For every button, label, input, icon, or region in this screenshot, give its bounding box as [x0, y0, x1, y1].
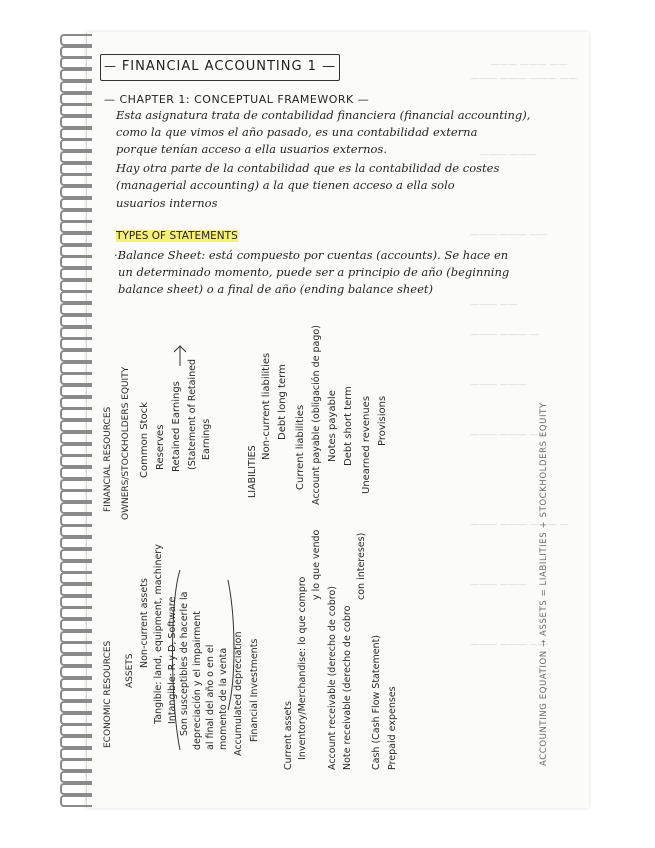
- binding-ring: [60, 642, 92, 654]
- non-current-liabilities: Non-current liabilities: [261, 352, 272, 460]
- binding-ring: [60, 420, 92, 432]
- binding-ring: [60, 256, 92, 268]
- binding-ring: [60, 186, 92, 198]
- section-heading-text: TYPES OF STATEMENTS: [116, 230, 238, 242]
- arrow-icon: [170, 336, 210, 376]
- intro-line: porque tenían acceso a ella usuarios externos.: [116, 142, 387, 156]
- binding-ring: [60, 69, 92, 81]
- intro-line: (managerial accounting) a la que tienen acceso a ella solo: [116, 178, 455, 192]
- binding-ring: [60, 163, 92, 175]
- binding-ring: [60, 713, 92, 725]
- current-assets-label: Current assets: [283, 701, 294, 770]
- binding-ring: [60, 736, 92, 748]
- binding-ring: [60, 210, 92, 222]
- chapter-heading: — CHAPTER 1: CONCEPTUAL FRAMEWORK —: [104, 93, 370, 106]
- binding-ring: [60, 385, 92, 397]
- inventory-line: Inventory/Merchandise: lo que compro: [297, 576, 308, 760]
- depreciation-note: depreciación y el impairment: [192, 611, 203, 750]
- binding-ring: [60, 654, 92, 666]
- binding-ring: [60, 362, 92, 374]
- account-payable: Account payable (obligación de pago): [311, 325, 322, 505]
- owners-equity-label: OWNERS/STOCKHOLDERS EQUITY: [121, 366, 131, 520]
- intangible-assets: Intangible: R y D, Software: [167, 596, 178, 724]
- common-stock: Common Stock: [139, 402, 150, 478]
- intro-line: como la que vimos el año pasado, es una contabilidad externa: [116, 125, 478, 139]
- binding-ring: [60, 771, 92, 783]
- intro-line: Hay otra parte de la contabilidad que es la contabilidad de costes: [116, 161, 500, 175]
- title-frame: [100, 54, 340, 81]
- assets-label: ASSETS: [125, 653, 135, 688]
- binding-ring: [60, 303, 92, 315]
- binding-ring: [60, 748, 92, 760]
- binding-ring: [60, 666, 92, 678]
- binding-ring: [60, 104, 92, 116]
- binding-ring: [60, 81, 92, 93]
- binding-ring: [60, 678, 92, 690]
- statement-retained: Earnings: [201, 418, 212, 460]
- binding-ring: [60, 701, 92, 713]
- prepaid-expenses: Prepaid expenses: [387, 686, 398, 770]
- binding-ring: [60, 432, 92, 444]
- binding-ring: [60, 268, 92, 280]
- financial-resources-label: FINANCIAL RESOURCES: [103, 406, 113, 512]
- page-title: — FINANCIAL ACCOUNTING 1 —: [100, 56, 340, 81]
- binding-ring: [60, 315, 92, 327]
- balance-line: un determinado momento, puede ser a principio de año (beginning: [118, 265, 510, 279]
- binding-ring: [60, 151, 92, 163]
- binding-ring: [60, 174, 92, 186]
- binding-ring: [60, 444, 92, 456]
- financial-investments: Financial Investments: [249, 638, 260, 742]
- spiral-binding: [60, 34, 94, 806]
- note-receivable: con intereses): [356, 532, 367, 600]
- inventory-line: y lo que vendo: [311, 529, 322, 600]
- binding-ring: [60, 572, 92, 584]
- binding-ring: [60, 607, 92, 619]
- binding-ring: [60, 291, 92, 303]
- binding-ring: [60, 233, 92, 245]
- binding-ring: [60, 584, 92, 596]
- provisions: Provisions: [377, 395, 388, 446]
- binding-ring: [60, 502, 92, 514]
- accounting-equation: ACCOUNTING EQUATION → ASSETS = LIABILITIES + STOCKHOLDERS EQUITY: [539, 402, 549, 766]
- non-current-assets-label: Non-current assets: [139, 578, 150, 668]
- reserves: Reserves: [155, 424, 166, 470]
- binding-ring: [60, 549, 92, 561]
- liabilities-label: LIABILITIES: [247, 445, 258, 498]
- section-heading: [116, 231, 238, 242]
- binding-ring: [60, 93, 92, 105]
- binding-ring: [60, 198, 92, 210]
- binding-ring: [60, 479, 92, 491]
- binding-ring: [60, 537, 92, 549]
- binding-ring: [60, 689, 92, 701]
- notes-payable: Notes payable: [327, 390, 338, 462]
- depreciation-note: Son susceptibles de hacerle la: [179, 591, 190, 736]
- account-receivable: Account receivable (derecho de cobro): [327, 586, 338, 770]
- binding-ring: [60, 561, 92, 573]
- balance-line: balance sheet) o a final de año (ending balance sheet): [118, 282, 434, 296]
- binding-ring: [60, 525, 92, 537]
- tangible-assets: Tangible: land, equipment, machinery: [153, 544, 164, 724]
- binding-ring: [60, 116, 92, 128]
- debt-long-term: Debt long term: [277, 364, 288, 440]
- debt-short-term: Debt short term: [343, 386, 354, 466]
- binding-ring: [60, 338, 92, 350]
- binding-ring: [60, 408, 92, 420]
- binding-ring: [60, 350, 92, 362]
- binding-ring: [60, 57, 92, 69]
- binding-ring: [60, 221, 92, 233]
- binding-ring: [60, 619, 92, 631]
- depreciation-note: al final del año o en el: [205, 644, 216, 750]
- intro-line: usuarios internos: [116, 196, 218, 210]
- binding-ring: [60, 467, 92, 479]
- note-receivable: Note receivable (derecho de cobro: [342, 605, 353, 770]
- binding-ring: [60, 46, 92, 58]
- economic-resources-label: ECONOMIC RESOURCES: [103, 640, 113, 748]
- retained-earnings: Retained Earnings: [171, 381, 182, 472]
- intro-line: Esta asignatura trata de contabilidad financiera (financial accounting),: [116, 108, 531, 122]
- statement-retained: (Statement of Retained: [187, 359, 198, 470]
- binding-ring: [60, 514, 92, 526]
- title-text: FINANCIAL ACCOUNTING 1: [121, 59, 317, 74]
- accumulated-depreciation: Accumulated depreciation: [233, 631, 244, 756]
- binding-ring: [60, 245, 92, 257]
- binding-ring: [60, 455, 92, 467]
- binding-ring: [60, 596, 92, 608]
- binding-ring: [60, 397, 92, 409]
- balance-line: ·Balance Sheet: está compuesto por cuentas (accounts). Se hace en: [114, 248, 509, 262]
- binding-ring: [60, 631, 92, 643]
- binding-ring: [60, 139, 92, 151]
- chapter-text: CHAPTER 1: CONCEPTUAL FRAMEWORK: [119, 93, 354, 106]
- binding-ring: [60, 795, 92, 807]
- unearned-revenues: Unearned revenues: [361, 395, 372, 494]
- depreciation-note: momento de la venta: [218, 647, 229, 750]
- binding-ring: [60, 783, 92, 795]
- current-liabilities: Current liabilities: [295, 404, 306, 490]
- binding-ring: [60, 724, 92, 736]
- bracket-marks: [150, 560, 240, 760]
- binding-ring: [60, 490, 92, 502]
- binding-ring: [60, 373, 92, 385]
- binding-ring: [60, 34, 92, 46]
- cash-line: Cash (Cash Flow Statement): [371, 635, 382, 770]
- binding-ring: [60, 759, 92, 771]
- binding-ring: [60, 280, 92, 292]
- binding-ring: [60, 327, 92, 339]
- binding-ring: [60, 128, 92, 140]
